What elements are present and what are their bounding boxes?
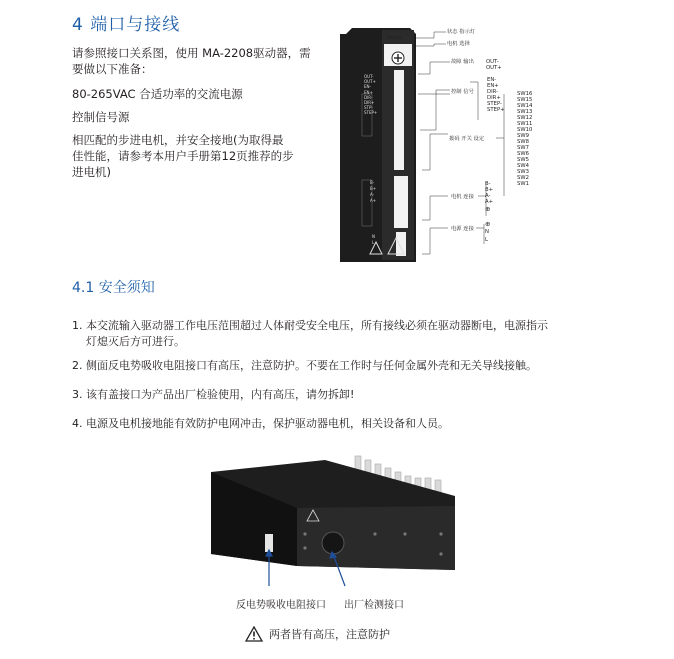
warning-triangle-icon	[245, 626, 263, 642]
prep-item-motor-1: 相匹配的步进电机，并安全接地(为取得最	[72, 133, 284, 147]
safety-item-1	[72, 318, 632, 350]
panel-motor-pins: B- B+ A- A+	[370, 180, 377, 203]
brand-logo: Sikone	[386, 36, 402, 41]
safety-item-3-line-1: 该有盖接口为产品出厂检验使用，内有高压，请勿拆卸!	[86, 388, 355, 401]
safety-item-2-line-1: 侧面反电势吸收电阻接口有高压，注意防护。不要在工作时与任何金属外壳和无关导线接触。	[86, 359, 537, 372]
prep-item-power: 80-265VAC 合适功率的交流电源	[72, 87, 243, 101]
safety-item-3	[72, 387, 632, 403]
fault-pin-list: OUT- OUT+	[486, 59, 502, 71]
callout-dip-switch: 拨码 开关 设定	[449, 136, 485, 142]
high-voltage-warning	[245, 626, 390, 642]
panel-power-pins: N L	[372, 234, 375, 245]
safety-item-1-line-2: 灯熄灭后方可进行。	[86, 335, 185, 348]
safety-item-1-line-1: 本交流输入驱动器工作电压范围超过人体耐受安全电压，所有接线必须在驱动器断电，电源指示	[86, 319, 548, 332]
test-port-cover	[322, 532, 344, 554]
list-number: 2.	[72, 359, 83, 372]
list-number: 3.	[72, 388, 83, 401]
driver-side-photo	[205, 448, 465, 598]
prep-item-motor-2: 佳性能，请参考本用户手册第12页推荐的步	[72, 149, 294, 163]
dip-switch-list: SW16 SW15 SW14 SW13 SW12 SW11 SW10 SW9 SW8 SW7 SW6 SW5 SW4 SW3 SW2 SW1	[517, 91, 533, 187]
safety-section-title: 4.1 安全须知	[72, 280, 155, 296]
prep-item-signal: 控制信号源	[72, 110, 130, 124]
callout-motor-select: 电机 选择	[447, 41, 470, 47]
callout-power-wiring: 电源 连接	[451, 226, 474, 232]
panel-control-pins: OUT- OUT+ EN- EN+ DIR- DIR+ STP- STEP+	[364, 74, 378, 116]
prep-item-motor-3: 进电机)	[72, 165, 111, 179]
safety-item-2	[72, 358, 632, 374]
power-pin-list: ⊕ N L	[485, 220, 491, 243]
control-pin-list: EN- EN+ DIR- DIR+ STEP- STEP+	[487, 77, 505, 113]
list-number: 4.	[72, 417, 83, 430]
warning-text: 两者皆有高压，注意防护	[269, 628, 390, 641]
test-port-caption: 出厂检测接口	[344, 600, 404, 611]
motor-pin-list: B- B+ A- A+ ⊕	[485, 181, 494, 213]
safety-item-4-line-1: 电源及电机接地能有效防护电网冲击，保护驱动器电机，相关设备和人员。	[86, 417, 449, 430]
callout-motor-wiring: 电机 连接	[451, 194, 474, 200]
callout-status-led: 状态 指示灯	[447, 29, 476, 35]
intro-line-2: 要做以下准备：	[72, 62, 153, 76]
section-title: 4 端口与接线	[72, 15, 181, 35]
resistor-port-caption: 反电势吸收电阻接口	[236, 600, 326, 611]
intro-line-1: 请参照接口关系图，使用 MA-2208驱动器，需	[72, 46, 311, 60]
safety-item-4	[72, 416, 632, 432]
callout-control-signal: 控制 信号	[451, 89, 474, 95]
callout-fault-output: 故障 输出	[451, 59, 474, 65]
list-number: 1.	[72, 319, 83, 332]
